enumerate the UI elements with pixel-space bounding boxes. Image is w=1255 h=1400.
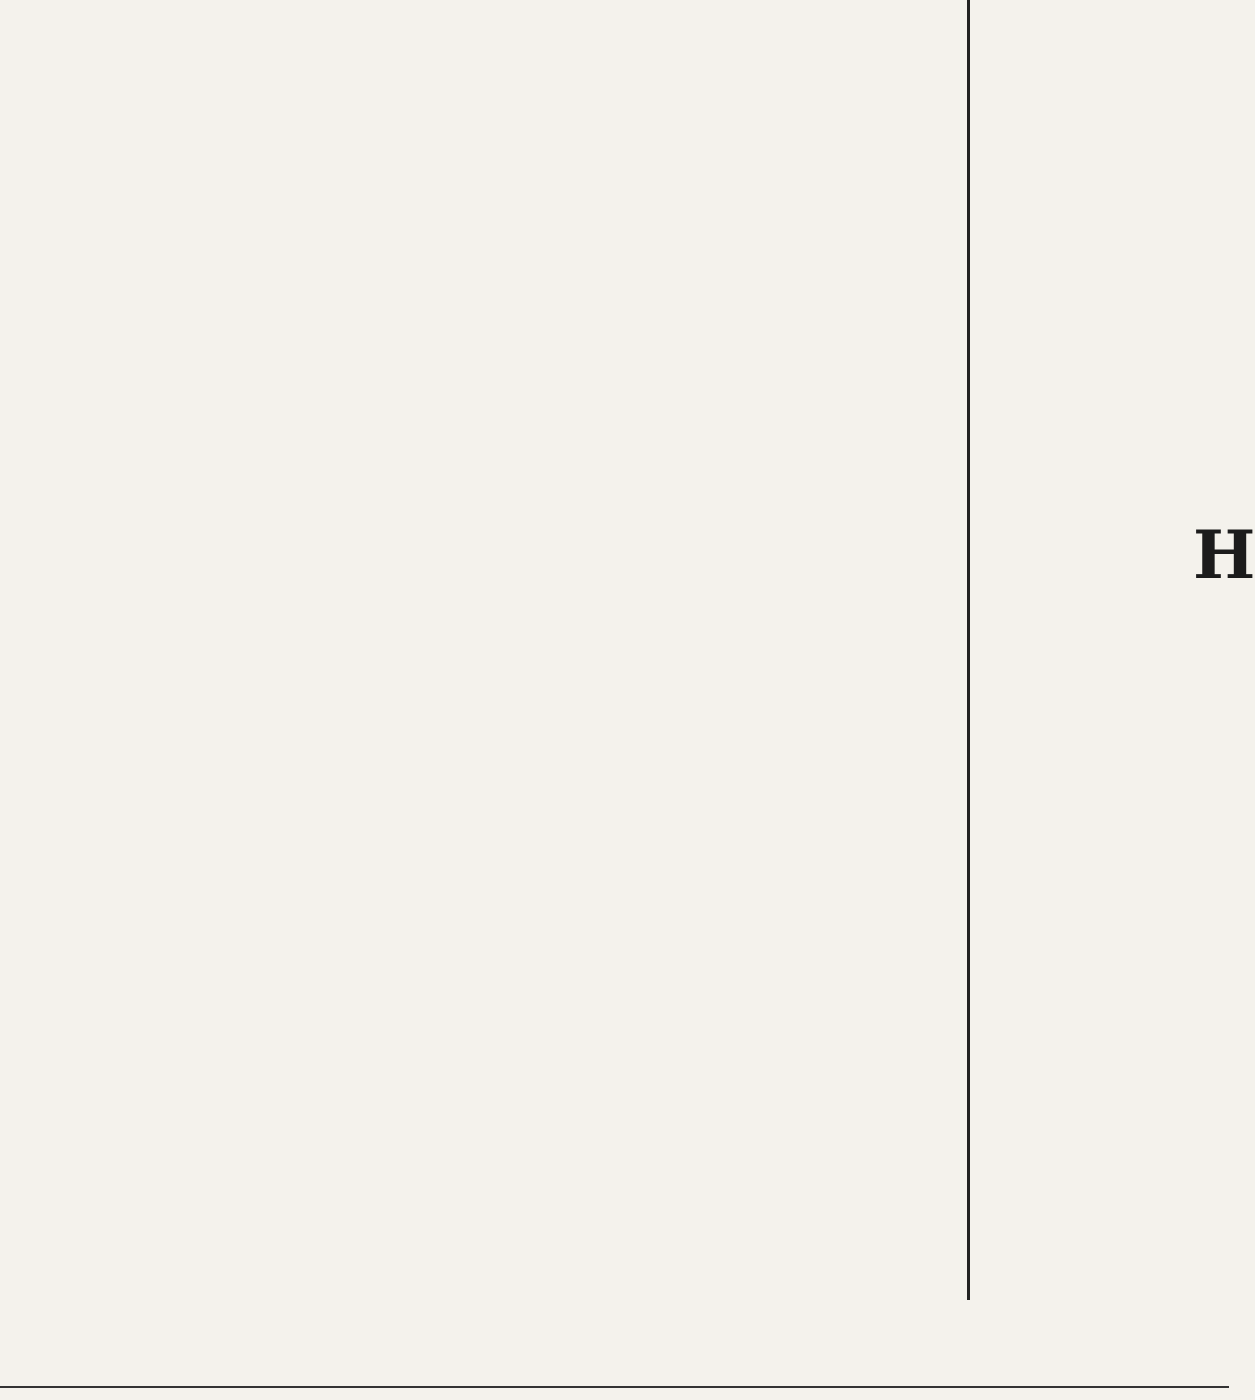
- bottom-rule: [0, 1386, 1229, 1388]
- headline-fragment: H: [1193, 516, 1255, 594]
- column-rule: [967, 0, 970, 1300]
